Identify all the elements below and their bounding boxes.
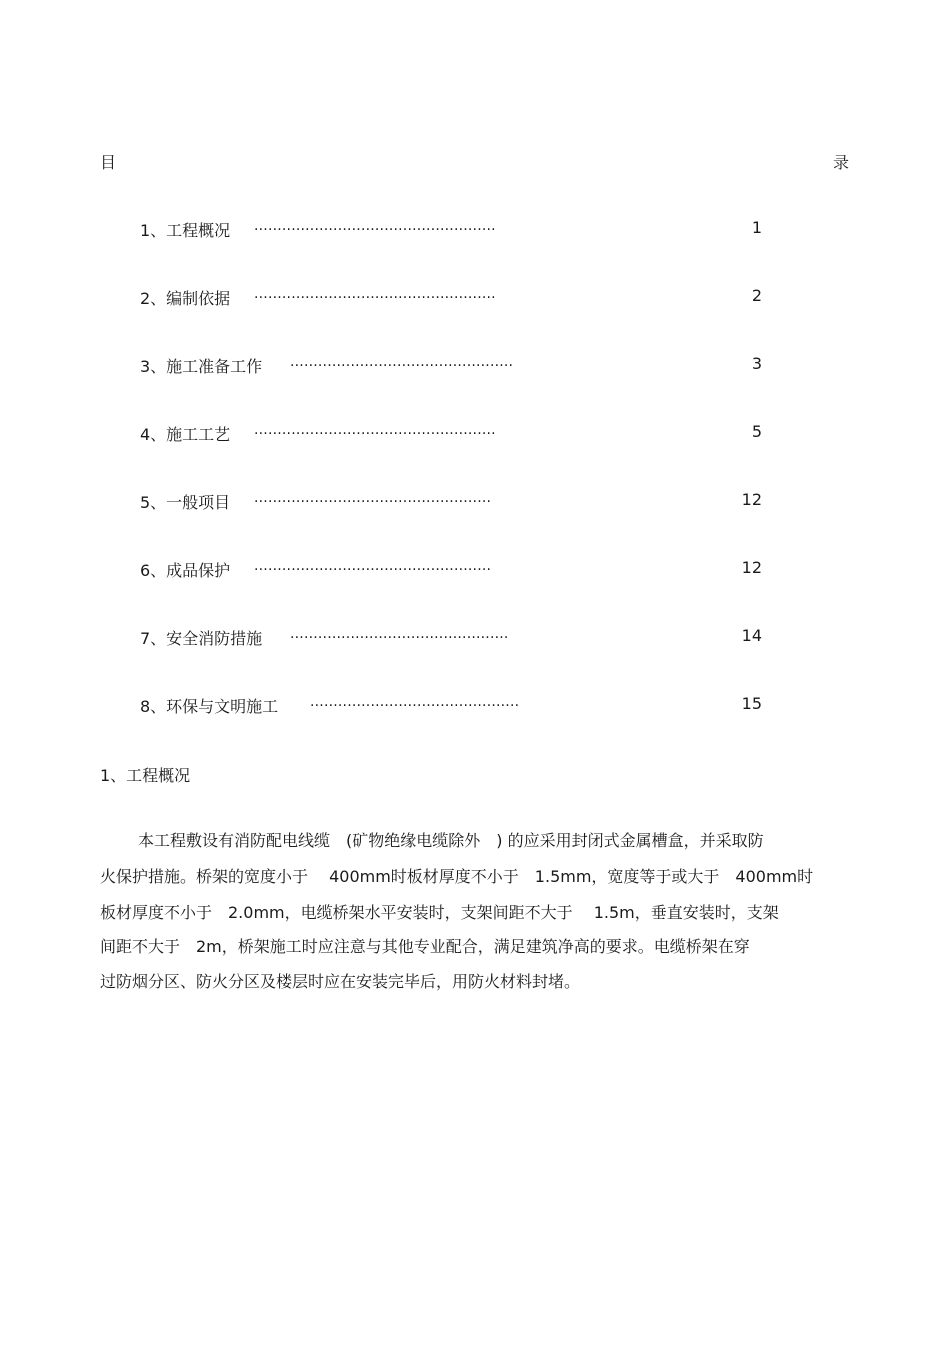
- toc-leader-dots: ...................................................: [254, 490, 492, 506]
- toc-item-page: 14: [741, 626, 762, 645]
- toc-item-page: 15: [741, 694, 762, 713]
- toc-leader-dots: ...............................................: [290, 626, 509, 642]
- toc-item-page: 3: [751, 354, 762, 373]
- toc-item-label: 6、成品保护: [140, 561, 231, 580]
- toc-leader-dots: ....................................................: [254, 286, 496, 302]
- toc-leader-dots: ....................................................: [254, 422, 496, 438]
- toc-item-label: 7、安全消防措施: [140, 629, 263, 648]
- toc-item-label: 3、施工准备工作: [140, 357, 263, 376]
- paragraph-line: 过防烟分区、防火分区及楼层时应在安装完毕后，用防火材料封堵。: [100, 972, 581, 991]
- toc-leader-dots: .............................................: [310, 694, 520, 710]
- toc-leader-dots: ....................................................: [254, 218, 496, 234]
- toc-item-page: 12: [741, 558, 762, 577]
- toc-title-left: 目: [100, 153, 117, 172]
- toc-item-label: 8、环保与文明施工: [140, 697, 279, 716]
- paragraph-line: 本工程敷设有消防配电线缆 (矿物绝缘电缆除外 ) 的应采用封闭式金属槽盒，并采取防: [138, 831, 764, 850]
- toc-leader-dots: ................................................: [290, 354, 514, 370]
- section-heading: 1、工程概况: [100, 766, 191, 785]
- toc-title-right: 录: [833, 153, 850, 172]
- paragraph-line: 板材厚度不小于 2.0mm，电缆桥架水平安装时，支架间距不大于 1.5m，垂直安装时，支架: [100, 903, 779, 922]
- toc-item-label: 2、编制依据: [140, 289, 231, 308]
- toc-item-label: 4、施工工艺: [140, 425, 231, 444]
- toc-item-page: 5: [751, 422, 762, 441]
- paragraph-line: 间距不大于 2m，桥架施工时应注意与其他专业配合，满足建筑净高的要求。电缆桥架在穿: [100, 937, 750, 956]
- paragraph-line: 火保护措施。桥架的宽度小于 400mm时板材厚度不小于 1.5mm，宽度等于或大于 400mm时: [100, 867, 814, 886]
- toc-item-label: 1、工程概况: [140, 221, 231, 240]
- toc-item-page: 12: [741, 490, 762, 509]
- toc-leader-dots: ...................................................: [254, 558, 492, 574]
- toc-item-page: 1: [751, 218, 762, 237]
- toc-item-page: 2: [751, 286, 762, 305]
- toc-item-label: 5、一般项目: [140, 493, 231, 512]
